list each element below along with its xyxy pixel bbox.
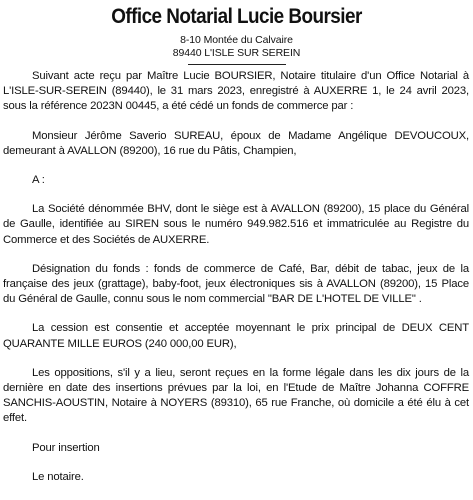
paragraph-signature: Le notaire. bbox=[32, 470, 84, 483]
header-divider bbox=[188, 64, 286, 65]
address-city: 89440 L'ISLE SUR SEREIN bbox=[172, 47, 301, 59]
paragraph-deed: Suivant acte reçu par Maître Lucie BOURSIER, Notaire titulaire d'un Office Notarial à L'ISLE-SUR-SEREIN (89440), le 31 mars 2023, enregistré à AUXERRE 1, le 24 avril 2023, sous la référence 2023N 00445, a été cédé un fonds de commerce par : bbox=[3, 70, 469, 113]
paragraph-to: A : bbox=[32, 174, 45, 187]
notice-page bbox=[0, 4, 473, 500]
paragraph-oppositions: Les oppositions, s'il y a lieu, seront reçues en la forme légale dans les dix jours de la dernière en date des insertions prévues par la loi, en l'Etude de Maître Johanna COFFRE SANCHIS-AOUSTIN, Notaire à NOYERS (89310), 65 rue Franche, où domicile a été élu à cet effet. bbox=[3, 366, 469, 425]
address-street: 8-10 Montée du Calvaire bbox=[180, 34, 293, 46]
office-title: Office Notarial Lucie Boursier bbox=[111, 5, 362, 28]
paragraph-price: La cession est consentie et acceptée moyennant le prix principal de DEUX CENT QUARANTE MILLE EUROS (240 000,00 EUR), bbox=[3, 322, 469, 350]
paragraph-for-insertion: Pour insertion bbox=[32, 441, 100, 454]
notice-body bbox=[0, 69, 473, 485]
paragraph-seller: Monsieur Jérôme Saverio SUREAU, époux de Madame Angélique DEVOUCOUX, demeurant à AVALLON (89200), 16 rue du Pâtis, Champien, bbox=[3, 129, 469, 157]
paragraph-buyer: La Société dénommée BHV, dont le siège est à AVALLON (89200), 15 place du Général de Gaulle, identifiée au SIREN sous le numéro 949.982.516 et immatriculée au Registre du Commerce et des Sociétés de AUXERRE. bbox=[3, 203, 469, 246]
paragraph-business-designation: Désignation du fonds : fonds de commerce de Café, Bar, débit de tabac, jeux de la française des jeux (grattage), baby-foot, jeux électroniques sis à AVALLON (89200), 15 Place du Général de Gaulle, connu sous le nom commercial "BAR DE L'HOTEL DE VILLE" . bbox=[3, 262, 469, 306]
